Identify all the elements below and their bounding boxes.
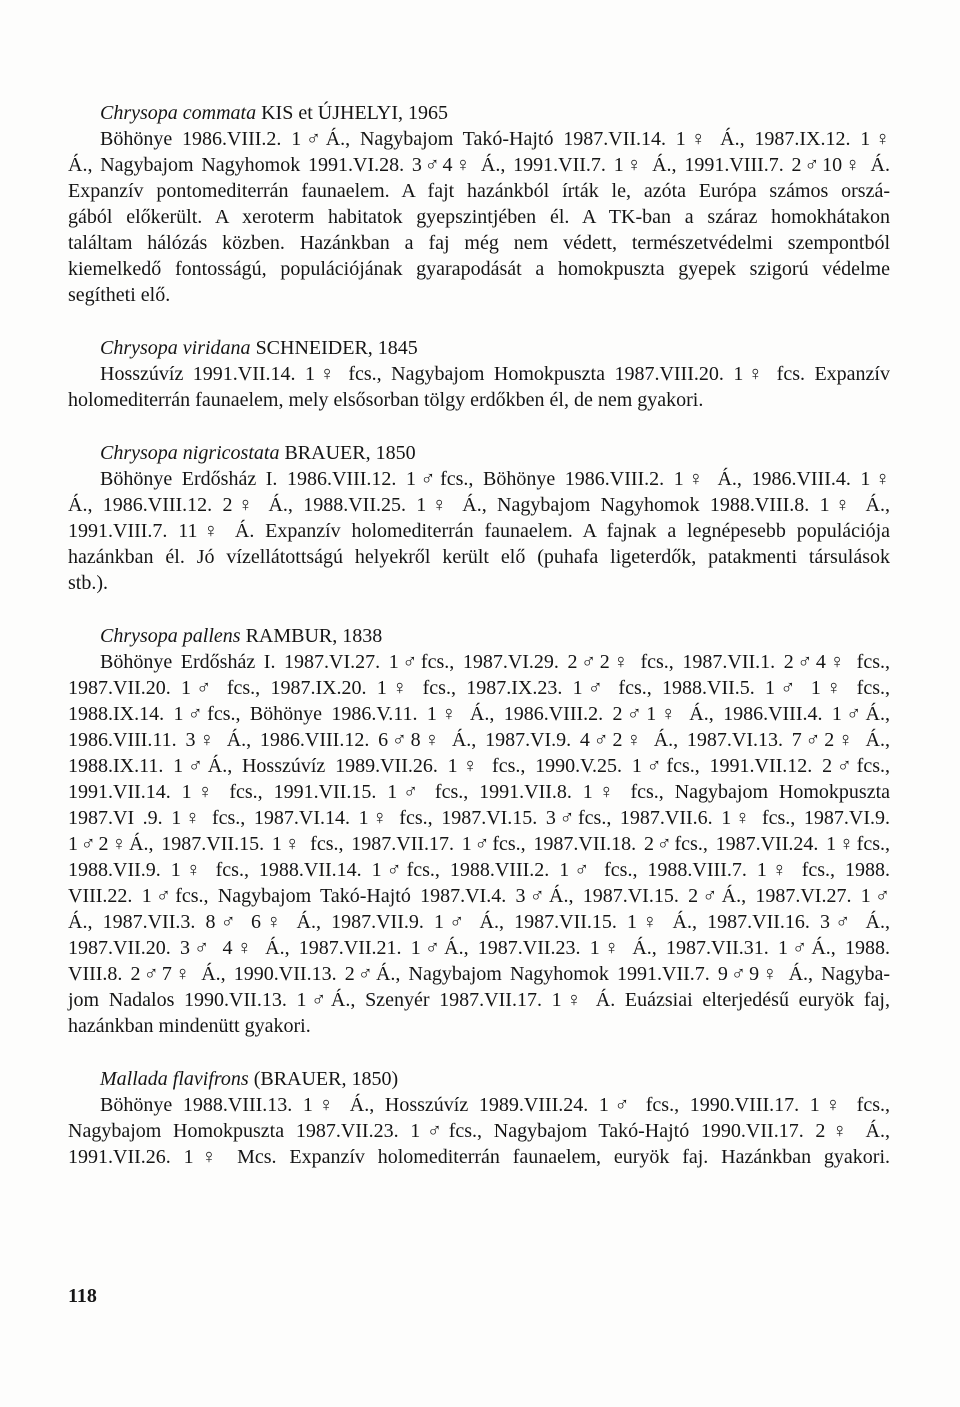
species-entry	[68, 100, 890, 308]
record-line: 1♂2♀Á., 1987.VII.15. 1♀ fcs., 1987.VII.17. 1♂fcs., 1987.VII.18. 2♂fcs., 1987.VII.24. 1♀fcs.,	[68, 833, 890, 855]
taxon-author: (BRAUER, 1850)	[253, 1068, 399, 1090]
taxon-author: KIS et ÚJHELYI, 1965	[261, 102, 448, 124]
record-line: Á., 1987.VII.3. 8♂ 6♀ Á., 1987.VII.9. 1♂ Á., 1987.VII.15. 1♀ Á., 1987.VII.16. 3♂ Á.,	[68, 911, 890, 933]
record-line: 1987.VII.20. 3♂ 4♀ Á., 1987.VII.21. 1♂Á., 1987.VII.23. 1♀ Á., 1987.VII.31. 1♂Á., 1988.	[68, 937, 890, 959]
record-line: segítheti elő.	[68, 284, 171, 306]
record-line: jom Nadalos 1990.VII.13. 1♂Á., Szenyér 1987.VII.17. 1♀ Á. Euázsiai elterjedésű euryök faj,	[68, 989, 890, 1011]
record-line: Expanzív pontomediterrán faunaelem. A fajt hazánkból írták le, azóta Európa számos orszá-	[68, 180, 890, 202]
taxon-name: Chrysopa pallens	[100, 625, 241, 647]
record-line: Böhönye 1988.VIII.13. 1♀ Á., Hosszúvíz 1989.VIII.24. 1♂ fcs., 1990.VIII.17. 1♀ fcs.,	[100, 1094, 890, 1116]
record-line: 1991.VIII.7. 11♀ Á. Expanzív holomediterrán faunaelem. A fajnak a legnépesebb populációja	[68, 520, 890, 542]
record-line: Nagybajom Homokpuszta 1987.VII.23. 1♂fcs., Nagybajom Takó-Hajtó 1990.VII.17. 2♀ Á.,	[68, 1120, 890, 1142]
species-entry	[68, 440, 890, 596]
species-heading	[68, 335, 890, 361]
record-line: gából előkerült. A xeroterm habitatok gyepszintjében él. A TK-ban a száraz homokhátakon	[68, 206, 890, 228]
species-heading	[68, 1066, 890, 1092]
record-line: stb.).	[68, 572, 108, 594]
record-line: VIII.8. 2♂7♀ Á., 1990.VII.13. 2♂Á., Nagybajom Nagyhomok 1991.VII.7. 9♂9♀ Á., Nagyba-	[68, 963, 890, 985]
record-line: 1988.IX.14. 1♂fcs., Böhönye 1986.V.11. 1♀ Á., 1986.VIII.2. 2♂1♀ Á., 1986.VIII.4. 1♂Á.,	[68, 703, 890, 725]
record-line: 1988.IX.11. 1♂Á., Hosszúvíz 1989.VII.26. 1♀ fcs., 1990.V.25. 1♂fcs., 1991.VII.12. 2♂fcs.,	[68, 755, 890, 777]
taxon-author: BRAUER, 1850	[284, 442, 416, 464]
record-line: hazánkban mindenütt gyakori.	[68, 1015, 311, 1037]
record-line: Böhönye 1986.VIII.2. 1♂Á., Nagybajom Takó-Hajtó 1987.VII.14. 1♀ Á., 1987.IX.12. 1♀	[100, 128, 890, 150]
taxon-name: Chrysopa viridana	[100, 337, 251, 359]
record-line: kiemelkedő fontosságú, populációjának gyarapodását a homokpuszta gyepek szigorú védelme	[68, 258, 890, 280]
taxon-name: Chrysopa nigricostata	[100, 442, 280, 464]
record-line: 1991.VII.26. 1♀ Mcs. Expanzív holomediterrán faunaelem, euryök faj. Hazánkban gyakori.	[68, 1146, 890, 1168]
record-line: 1987.VI .9. 1♀ fcs., 1987.VI.14. 1♀ fcs., 1987.VI.15. 3♂fcs., 1987.VII.6. 1♀ fcs., 1987.VI.9.	[68, 807, 890, 829]
page-body	[68, 100, 890, 1170]
record-line: találtam hálózás közben. Hazánkban a faj még nem védett, természetvédelmi szempontból	[68, 232, 890, 254]
taxon-name: Mallada flavifrons	[100, 1068, 249, 1090]
record-line: 1991.VII.14. 1♀ fcs., 1991.VII.15. 1♂ fcs., 1991.VII.8. 1♀ fcs., Nagybajom Homokpuszta	[68, 781, 890, 803]
species-heading	[68, 100, 890, 126]
taxon-author: RAMBUR, 1838	[245, 625, 383, 647]
record-line: VIII.22. 1♂fcs., Nagybajom Takó-Hajtó 1987.VI.4. 3♂Á., 1987.VI.15. 2♂Á., 1987.VI.27. 1♂	[68, 885, 890, 907]
taxon-author: SCHNEIDER, 1845	[255, 337, 418, 359]
page-number: 118	[68, 1285, 97, 1307]
record-line: Hosszúvíz 1991.VII.14. 1♀ fcs., Nagybajom Homokpuszta 1987.VIII.20. 1♀ fcs. Expanzív	[100, 363, 890, 385]
species-entry	[68, 1066, 890, 1170]
record-line: 1987.VII.20. 1♂ fcs., 1987.IX.20. 1♀ fcs., 1987.IX.23. 1♂ fcs., 1988.VII.5. 1♂ 1♀ fcs.,	[68, 677, 890, 699]
record-line: holomediterrán faunaelem, mely elsősorban tölgy erdőkben él, de nem gyakori.	[68, 389, 704, 411]
species-entry	[68, 623, 890, 1039]
species-entry	[68, 335, 890, 413]
species-heading	[68, 623, 890, 649]
record-line: 1988.VII.9. 1♀ fcs., 1988.VII.14. 1♂fcs., 1988.VIII.2. 1♂ fcs., 1988.VIII.7. 1♀ fcs., 1988.	[68, 859, 890, 881]
record-line: Á., 1986.VIII.12. 2♀ Á., 1988.VII.25. 1♀ Á., Nagybajom Nagyhomok 1988.VIII.8. 1♀ Á.,	[68, 494, 890, 516]
record-line: hazánkban él. Jó vízellátottságú helyekről került elő (puhafa ligeterdők, patakmenti társulások	[68, 546, 890, 568]
record-line: Böhönye Erdősház I. 1987.VI.27. 1♂fcs., 1987.VI.29. 2♂2♀ fcs., 1987.VII.1. 2♂4♀ fcs.,	[100, 651, 890, 673]
record-line: 1986.VIII.11. 3♀ Á., 1986.VIII.12. 6♂8♀ Á., 1987.VI.9. 4♂2♀ Á., 1987.VI.13. 7♂2♀ Á.,	[68, 729, 890, 751]
record-line: Á., Nagybajom Nagyhomok 1991.VI.28. 3♂4♀ Á., 1991.VII.7. 1♀ Á., 1991.VIII.7. 2♂10♀ Á.	[68, 154, 890, 176]
species-heading	[68, 440, 890, 466]
taxon-name: Chrysopa commata	[100, 102, 257, 124]
record-line: Böhönye Erdősház I. 1986.VIII.12. 1♂fcs., Böhönye 1986.VIII.2. 1♀ Á., 1986.VIII.4. 1♀	[100, 468, 890, 490]
